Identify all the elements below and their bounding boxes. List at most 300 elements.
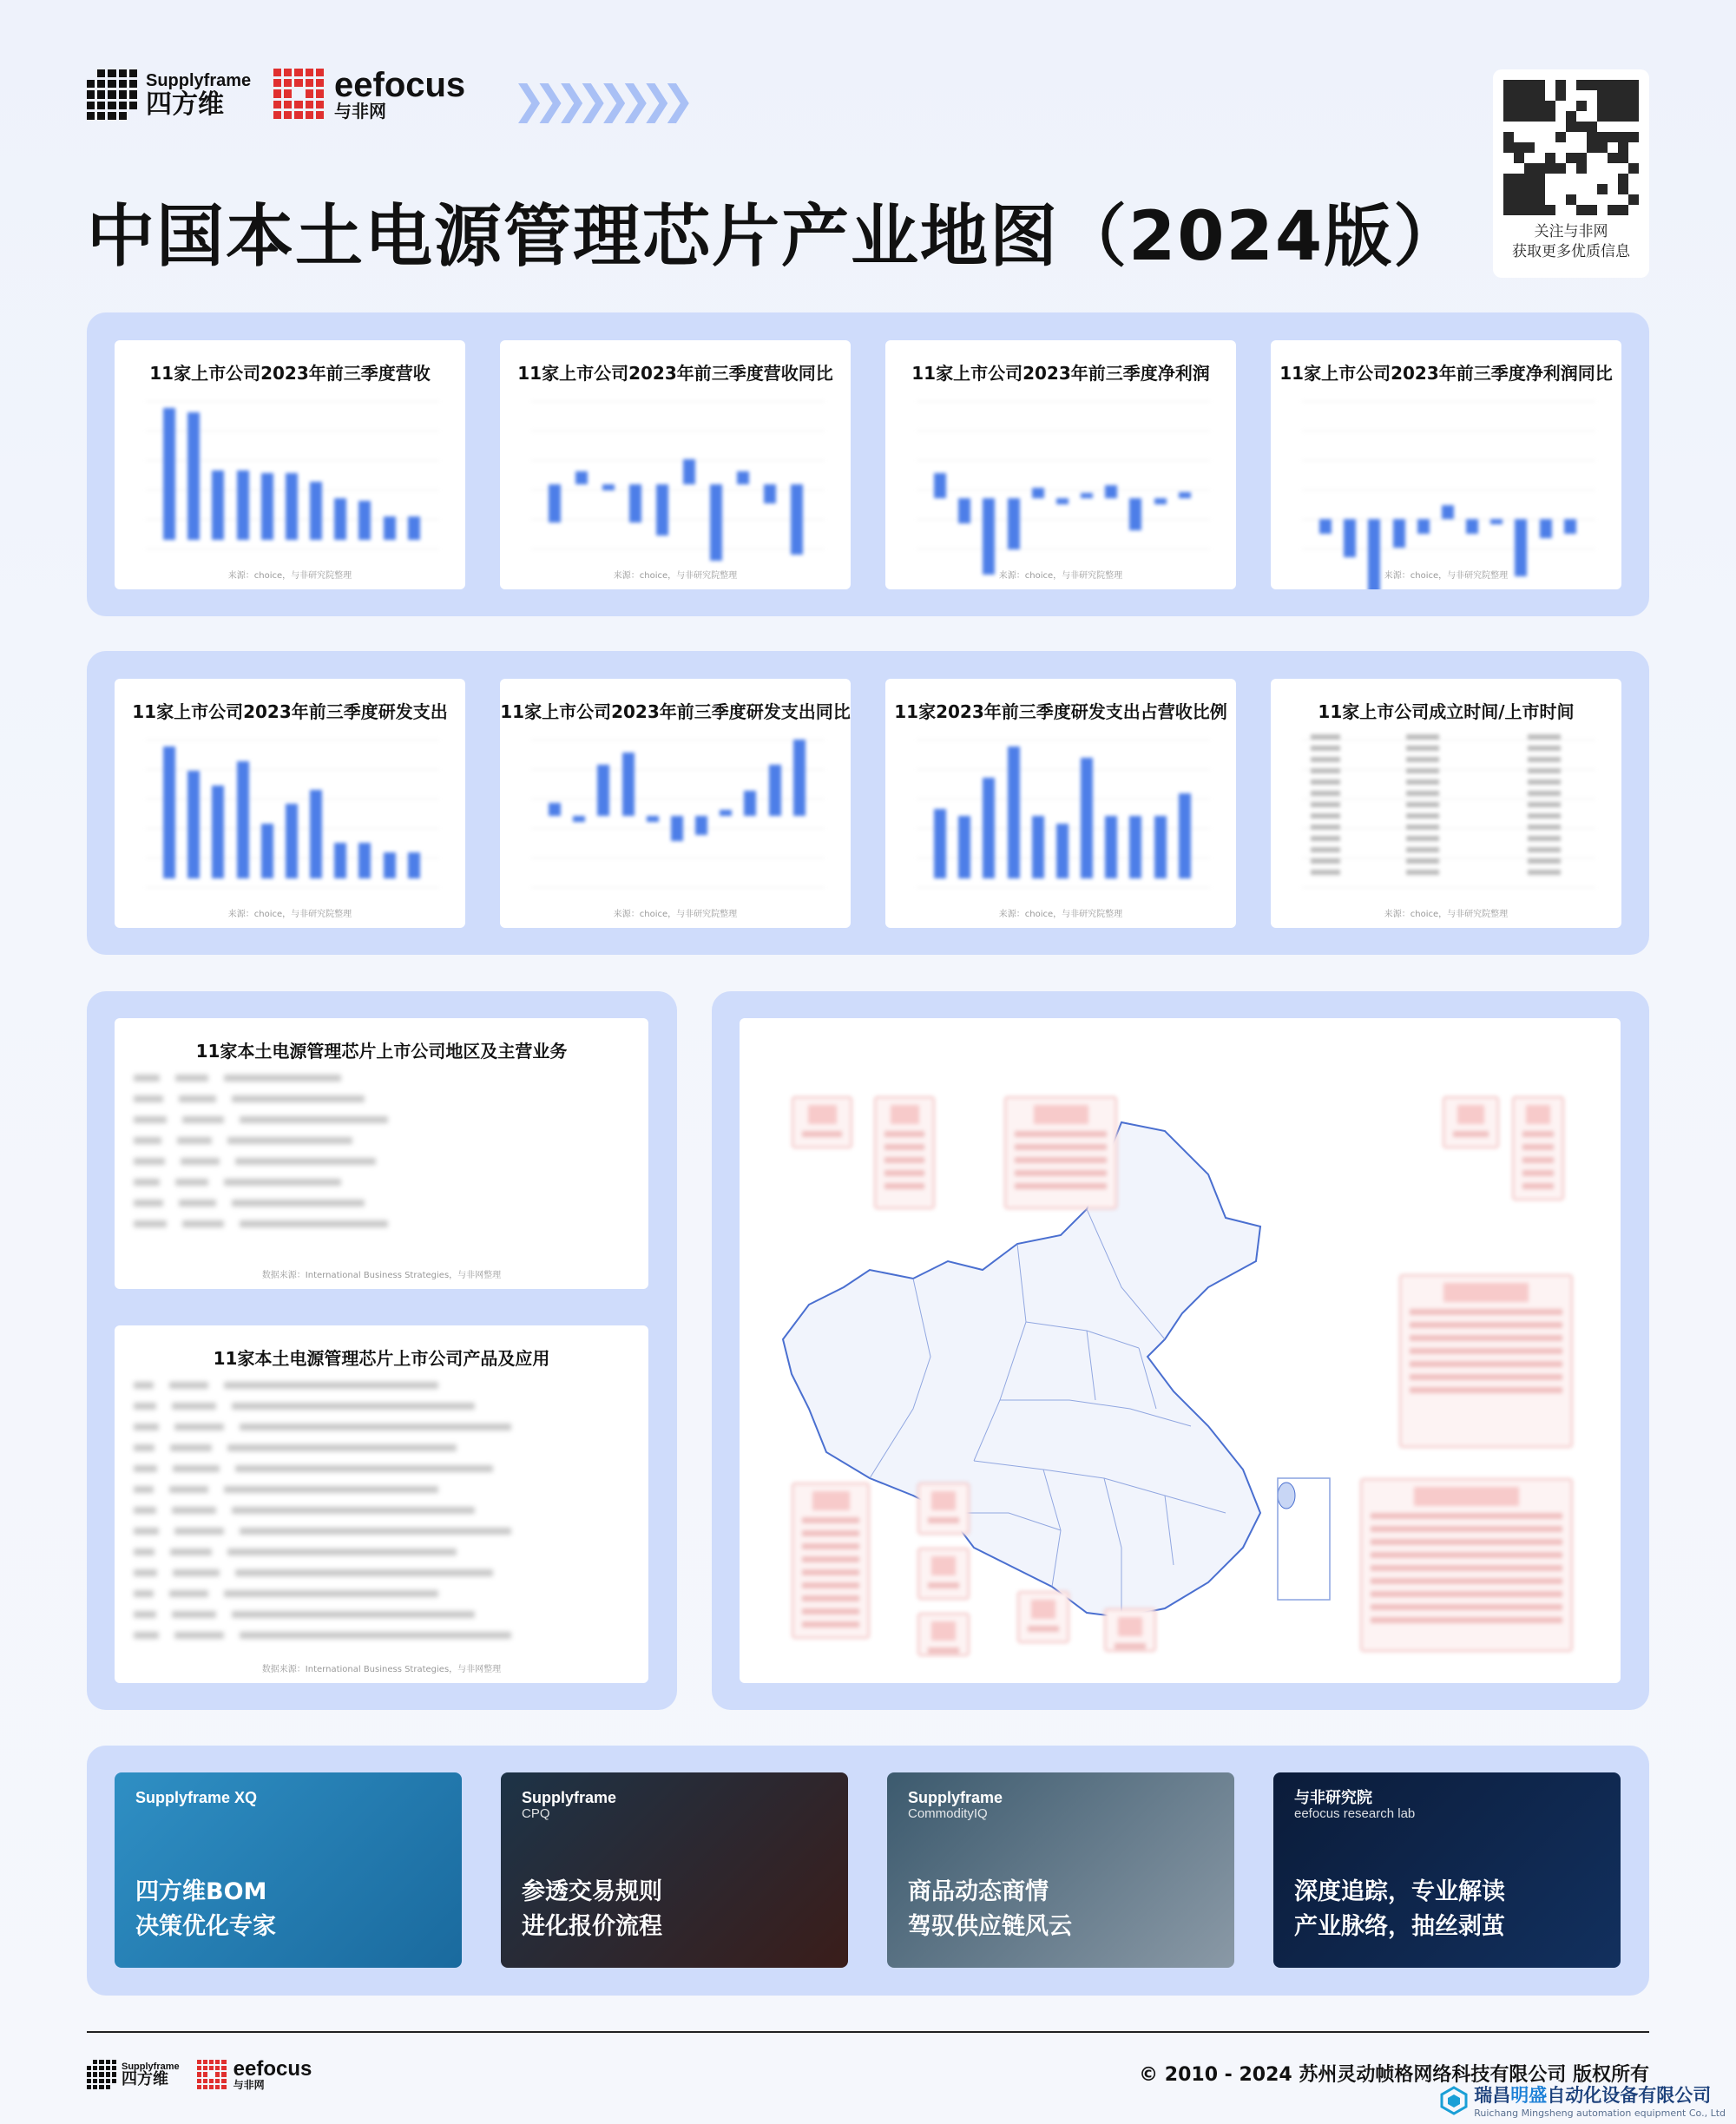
timeline-cell — [1528, 757, 1561, 762]
map-region-box-line — [884, 1183, 924, 1189]
row2-chart-card-1[interactable] — [115, 679, 465, 928]
timeline-cell — [1528, 802, 1561, 807]
map-region-box-line — [1410, 1374, 1562, 1380]
table-cell — [175, 1075, 208, 1082]
region-table-card[interactable] — [115, 1018, 648, 1289]
table-row — [134, 1442, 628, 1454]
footer-supplyframe-en: Supplyframe — [122, 2061, 180, 2072]
map-region-box-line — [802, 1530, 859, 1536]
row2-chart-card-4[interactable] — [1271, 679, 1621, 928]
chart-bar — [695, 816, 707, 835]
map-region-box-line — [1371, 1513, 1562, 1519]
chart-title: 11家上市公司2023年前三季度净利润 — [911, 363, 1210, 384]
table-cell — [170, 1549, 212, 1555]
chart-bar — [384, 852, 396, 878]
footer-eefocus-en: eefocus — [233, 2057, 312, 2081]
product-table — [134, 1379, 628, 1650]
table-cell — [134, 1569, 157, 1576]
chart-bar — [1129, 816, 1141, 878]
map-region-box-line — [928, 1582, 959, 1588]
chart-bar — [334, 843, 346, 878]
chart-source: 来源：choice，与非研究院整理 — [998, 571, 1123, 581]
table-cell — [134, 1179, 160, 1186]
chart-gridline — [146, 887, 439, 888]
table-cell — [182, 1116, 224, 1123]
chart-bar — [187, 412, 200, 540]
chart-bar — [1056, 824, 1069, 878]
map-region-box — [1512, 1096, 1564, 1200]
ad-brand: 与非研究院 eefocus research lab — [1294, 1789, 1416, 1821]
table-cell — [235, 1158, 376, 1165]
map-region-box — [917, 1548, 970, 1600]
chart-bar — [1466, 519, 1478, 534]
chart-gridline — [1302, 401, 1595, 402]
copyright-text: © 2010 - 2024 苏州灵动帧格网络科技有限公司 版权所有 — [1139, 2064, 1649, 2086]
map-region-box-header — [931, 1491, 956, 1510]
ad-banner-4[interactable] — [1273, 1772, 1621, 1968]
map-region-box-line — [1522, 1170, 1554, 1176]
table-row — [134, 1155, 628, 1167]
ad-headline-2: 决策优化专家 — [135, 1913, 276, 1940]
row1-chart-card-4[interactable] — [1271, 340, 1621, 589]
chart-title: 11家上市公司成立时间/上市时间 — [1318, 701, 1575, 722]
row1-chart-card-1[interactable] — [115, 340, 465, 589]
table-cell — [174, 1424, 224, 1430]
map-region-box-header — [891, 1105, 919, 1124]
table-row — [134, 1588, 628, 1600]
map-region-box-line — [1015, 1144, 1107, 1150]
table-cell — [227, 1444, 457, 1451]
table-cell — [173, 1569, 220, 1576]
table-row — [134, 1483, 628, 1496]
chart-gridline — [1302, 460, 1595, 461]
map-region-box-line — [1522, 1157, 1554, 1163]
timeline-cell — [1528, 847, 1561, 852]
chevrons-decoration-icon: ❯❯❯❯❯❯❯❯ — [512, 76, 683, 123]
supplyframe-logo[interactable] — [87, 69, 251, 120]
ad-brand-sub: eefocus research lab — [1294, 1805, 1416, 1821]
timeline-cell — [1528, 746, 1561, 751]
row2-chart-card-2[interactable] — [500, 679, 851, 928]
table-cell — [177, 1137, 212, 1144]
map-region-box-header — [812, 1491, 850, 1510]
table-cell — [134, 1382, 154, 1389]
timeline-cell — [1406, 847, 1439, 852]
map-region-box-line — [1015, 1170, 1107, 1176]
chart-title: 11家上市公司2023年前三季度营收 — [149, 363, 431, 384]
table-row — [134, 1463, 628, 1475]
chart-plot-area — [917, 731, 1210, 893]
chart-gridline — [531, 401, 825, 402]
chart-plot-area — [146, 731, 439, 893]
table-cell — [134, 1549, 155, 1555]
table-cell — [224, 1382, 439, 1389]
map-region-box-line — [1522, 1183, 1554, 1189]
chart-bar — [744, 791, 756, 816]
ruichang-name-b: 明盛 — [1510, 2085, 1548, 2106]
chart-bar — [622, 753, 635, 816]
table-cell — [179, 1200, 216, 1207]
ad-headline-1: 商品动态商情 — [908, 1878, 1049, 1905]
product-table-title: 11家本土电源管理芯片上市公司产品及应用 — [213, 1348, 550, 1369]
map-region-box-line — [1028, 1626, 1059, 1632]
table-cell — [179, 1095, 216, 1102]
chart-gridline — [917, 460, 1210, 461]
timeline-cell — [1528, 836, 1561, 841]
chart-bar — [791, 484, 803, 555]
map-region-box-line — [1410, 1322, 1562, 1328]
chart-bar — [1032, 488, 1044, 498]
chart-bar — [1344, 519, 1356, 557]
table-cell — [172, 1507, 216, 1514]
chart-bar — [602, 484, 615, 490]
qr-caption — [1503, 222, 1639, 262]
table-cell — [224, 1179, 341, 1186]
timeline-cell — [1311, 858, 1340, 864]
map-region-box — [874, 1096, 935, 1209]
map-region-box-line — [884, 1157, 924, 1163]
chart-bar — [1393, 519, 1405, 548]
map-region-box — [1104, 1608, 1156, 1652]
table-cell — [134, 1403, 156, 1410]
map-region-box-line — [1410, 1335, 1562, 1341]
ad-headline-1: 参透交易规则 — [522, 1878, 662, 1905]
map-region-box-line — [802, 1608, 859, 1614]
chart-bar — [1105, 816, 1117, 878]
ad-headline-1: 深度追踪，专业解读 — [1294, 1878, 1505, 1905]
chart-bar — [958, 816, 970, 878]
table-cell — [173, 1465, 220, 1472]
table-row — [134, 1072, 628, 1084]
map-region-box-header — [1118, 1617, 1142, 1636]
table-row — [134, 1218, 628, 1230]
ruichang-watermark — [1439, 2081, 1726, 2119]
table-row — [134, 1567, 628, 1579]
timeline-cell — [1406, 791, 1439, 796]
footer-supplyframe-grid-icon — [87, 2060, 116, 2089]
chart-source: 来源：choice，与非研究院整理 — [1384, 571, 1509, 581]
table-row — [134, 1546, 628, 1558]
map-region-box-line — [884, 1170, 924, 1176]
table-cell — [134, 1465, 157, 1472]
table-row — [134, 1197, 628, 1209]
supplyframe-cn: 四方维 — [146, 89, 224, 120]
table-cell — [232, 1403, 476, 1410]
chart-title: 11家2023年前三季度研发支出占营收比例 — [894, 701, 1227, 722]
row2-chart-card-3[interactable] — [885, 679, 1236, 928]
chart-bar — [163, 746, 175, 878]
map-region-box-line — [1371, 1552, 1562, 1558]
chart-bar — [983, 498, 995, 575]
footer-logos[interactable] — [87, 2059, 312, 2090]
chart-bar — [769, 765, 781, 816]
ruichang-name-a: 瑞昌 — [1474, 2085, 1511, 2106]
chart-bar — [384, 516, 396, 540]
chart-gridline — [146, 769, 439, 770]
chart-bar — [671, 816, 683, 841]
chart-plot-area — [1302, 392, 1595, 555]
map-region-box-line — [1522, 1144, 1554, 1150]
chart-bar — [187, 771, 200, 878]
table-cell — [232, 1507, 476, 1514]
map-region-box-line — [1371, 1578, 1562, 1584]
table-cell — [227, 1137, 352, 1144]
ad-banner-1[interactable] — [115, 1772, 462, 1968]
table-cell — [181, 1158, 220, 1165]
chart-bar — [1417, 519, 1430, 534]
region-table-title: 11家本土电源管理芯片上市公司地区及主营业务 — [195, 1041, 568, 1062]
chart-bar — [1319, 519, 1332, 534]
map-region-box-header — [1443, 1283, 1529, 1302]
region-table — [134, 1072, 628, 1239]
timeline-cell — [1311, 802, 1340, 807]
qr-caption-line-2: 获取更多优质信息 — [1512, 242, 1630, 260]
timeline-cell — [1406, 836, 1439, 841]
chart-source: 来源：choice，与非研究院整理 — [227, 910, 352, 919]
chart-bar — [408, 516, 420, 540]
chart-bar — [358, 501, 371, 540]
map-region-box-header — [1034, 1105, 1088, 1124]
chart-bar — [764, 484, 776, 503]
chart-gridline — [917, 887, 1210, 888]
table-cell — [134, 1075, 160, 1082]
map-region-box-line — [1371, 1604, 1562, 1610]
map-region-box-line — [802, 1556, 859, 1562]
supplyframe-grid-icon — [87, 69, 137, 120]
row1-chart-card-3[interactable] — [885, 340, 1236, 589]
map-region-box — [1443, 1096, 1499, 1148]
footer-supplyframe-cn: 四方维 — [122, 2069, 168, 2088]
table-cell — [182, 1220, 224, 1227]
chart-bar — [212, 470, 224, 540]
table-row — [134, 1379, 628, 1391]
table-cell — [134, 1200, 163, 1207]
timeline-cell — [1528, 791, 1561, 796]
chart-bar — [573, 816, 585, 822]
map-region-box-line — [1015, 1157, 1107, 1163]
qr-card[interactable] — [1493, 69, 1649, 278]
eefocus-logo[interactable] — [273, 68, 465, 120]
map-region-box-line — [1371, 1539, 1562, 1545]
chart-bar — [934, 809, 946, 878]
chart-bar — [710, 484, 722, 561]
chart-bar — [647, 816, 659, 822]
timeline-cell — [1406, 802, 1439, 807]
map-region-box-line — [884, 1144, 924, 1150]
chart-source: 来源：choice，与非研究院整理 — [227, 571, 352, 581]
timeline-cell — [1311, 746, 1340, 751]
map-region-box-line — [802, 1621, 859, 1628]
row1-chart-card-2[interactable] — [500, 340, 851, 589]
chart-source: 来源：choice，与非研究院整理 — [613, 910, 738, 919]
table-cell — [169, 1486, 208, 1493]
chart-bar — [1008, 498, 1020, 549]
table-cell — [169, 1382, 208, 1389]
chart-bar — [310, 790, 322, 878]
chart-bar — [408, 852, 420, 878]
map-region-box-line — [802, 1543, 859, 1549]
timeline-cell — [1528, 813, 1561, 819]
table-cell — [134, 1486, 154, 1493]
chart-bar — [1154, 816, 1167, 878]
map-region-box-line — [1115, 1643, 1146, 1649]
timeline-cell — [1311, 813, 1340, 819]
map-region-box-line — [1410, 1309, 1562, 1315]
timeline-cell — [1406, 779, 1439, 785]
table-row — [134, 1629, 628, 1641]
timeline-cell — [1528, 870, 1561, 875]
map-region-box-header — [808, 1105, 837, 1124]
timeline-cell — [1406, 858, 1439, 864]
ad-brand-sub: CommodityIQ — [908, 1805, 988, 1821]
chart-bar — [237, 761, 249, 878]
chart-bar — [1154, 498, 1167, 504]
china-map-card[interactable] — [740, 1018, 1621, 1683]
table-cell — [134, 1158, 165, 1165]
chart-bar — [1081, 758, 1093, 878]
map-region-box — [792, 1096, 852, 1148]
chart-source: 来源：choice，与非研究院整理 — [998, 910, 1123, 919]
timeline-cell — [1528, 734, 1561, 740]
chart-title: 11家上市公司2023年前三季度研发支出同比 — [500, 701, 851, 722]
map-region-box-header — [1457, 1105, 1484, 1124]
map-region-box-line — [1371, 1591, 1562, 1597]
footer-divider — [87, 2031, 1649, 2033]
chart-bar — [549, 484, 561, 523]
chart-source: 来源：choice，与非研究院整理 — [1384, 910, 1509, 919]
ad-brand: Supplyframe CommodityIQ — [908, 1789, 1003, 1821]
product-table-card[interactable] — [115, 1325, 648, 1683]
chart-bar — [983, 778, 995, 878]
ruichang-name-c: 自动化设备有限公司 — [1547, 2085, 1712, 2106]
qr-code-icon — [1503, 80, 1639, 215]
table-row — [134, 1134, 628, 1147]
timeline-cell — [1311, 836, 1340, 841]
ruichang-logo-icon — [1439, 2086, 1469, 2115]
map-region-box — [917, 1483, 970, 1535]
footer-eefocus-cn: 与非网 — [233, 2079, 265, 2091]
chart-plot-area — [146, 392, 439, 555]
chart-gridline — [531, 519, 825, 520]
timeline-cell — [1311, 870, 1340, 875]
chart-bar — [261, 473, 273, 540]
table-cell — [175, 1179, 208, 1186]
chart-bar — [1129, 498, 1141, 530]
table-cell — [134, 1507, 156, 1514]
timeline-cell — [1311, 847, 1340, 852]
table-cell — [224, 1590, 439, 1597]
map-region-box-line — [1015, 1131, 1107, 1137]
region-table-source: 数据来源：International Business Strategies，与非网整理 — [261, 1271, 502, 1280]
chart-title: 11家上市公司2023年前三季度研发支出 — [132, 701, 448, 722]
map-region-box-header — [1414, 1487, 1519, 1506]
timeline-cell — [1311, 757, 1340, 762]
table-cell — [224, 1075, 341, 1082]
map-region-box-line — [1410, 1387, 1562, 1393]
product-table-source: 数据来源：International Business Strategies，与非网整理 — [261, 1665, 502, 1674]
chart-gridline — [531, 887, 825, 888]
timeline-cell — [1406, 813, 1439, 819]
table-cell — [170, 1444, 212, 1451]
chart-bar — [1056, 498, 1069, 504]
table-cell — [134, 1137, 161, 1144]
map-region-box — [792, 1483, 870, 1639]
footer-eefocus-grid-icon — [197, 2060, 227, 2089]
table-cell — [134, 1116, 167, 1123]
chart-bar — [958, 498, 970, 523]
table-cell — [134, 1444, 155, 1451]
chart-bar — [1032, 816, 1044, 878]
chart-bar — [793, 740, 806, 816]
chart-bar — [683, 459, 695, 484]
table-cell — [174, 1528, 224, 1535]
page-title: 中国本土电源管理芯片产业地图（2024版） — [87, 198, 1463, 276]
table-cell — [227, 1549, 457, 1555]
chart-bar — [334, 498, 346, 540]
chart-bar — [1564, 519, 1576, 534]
table-row — [134, 1114, 628, 1126]
map-region-box-line — [928, 1517, 959, 1523]
ad-banner-2[interactable] — [501, 1772, 848, 1968]
map-region-box-header — [1031, 1600, 1055, 1619]
ad-headline-1: 四方维BOM — [135, 1878, 267, 1905]
chart-bar — [549, 803, 561, 816]
chart-bar — [261, 824, 273, 878]
chart-bar — [737, 471, 749, 484]
ruichang-en: Ruichang Mingsheng automation equipment Co., Ltd — [1474, 2108, 1726, 2119]
map-region-box-line — [802, 1582, 859, 1588]
page-header — [87, 61, 1649, 286]
chart-gridline — [917, 401, 1210, 402]
ruichang-name — [1474, 2081, 1726, 2108]
map-region-box — [1004, 1096, 1117, 1209]
timeline-cell — [1528, 858, 1561, 864]
ad-banner-3[interactable] — [887, 1772, 1234, 1968]
chart-bar — [212, 786, 224, 878]
chart-bar — [1105, 485, 1117, 498]
timeline-cell — [1528, 825, 1561, 830]
eefocus-grid-icon — [273, 69, 324, 119]
table-row — [134, 1608, 628, 1621]
table-cell — [235, 1569, 493, 1576]
chart-plot-area — [917, 392, 1210, 555]
chart-title: 11家上市公司2023年前三季度净利润同比 — [1279, 363, 1613, 384]
map-region-box-line — [802, 1569, 859, 1575]
timeline-cell — [1311, 825, 1340, 830]
chart-plot-area — [531, 731, 825, 893]
table-cell — [224, 1486, 439, 1493]
chart-bar — [629, 484, 641, 523]
map-region-box-line — [1522, 1131, 1554, 1137]
chart-bar — [575, 471, 588, 484]
map-region-box-line — [802, 1595, 859, 1601]
table-cell — [232, 1095, 365, 1102]
chart-bar — [1490, 519, 1503, 524]
ad-headline-2: 驾驭供应链风云 — [908, 1913, 1072, 1940]
chart-bar — [1179, 492, 1191, 498]
table-cell — [134, 1095, 163, 1102]
table-cell — [134, 1632, 159, 1639]
ad-headline-2: 产业脉络，抽丝剥茧 — [1294, 1913, 1505, 1940]
chart-title: 11家上市公司2023年前三季度营收同比 — [517, 363, 833, 384]
chart-bar — [237, 470, 249, 540]
chart-plot-area — [531, 392, 825, 555]
timeline-cell — [1311, 768, 1340, 773]
map-region-box-line — [884, 1131, 924, 1137]
map-region-box-line — [802, 1517, 859, 1523]
map-region-box-line — [1015, 1183, 1107, 1189]
chart-bar — [1540, 519, 1552, 538]
